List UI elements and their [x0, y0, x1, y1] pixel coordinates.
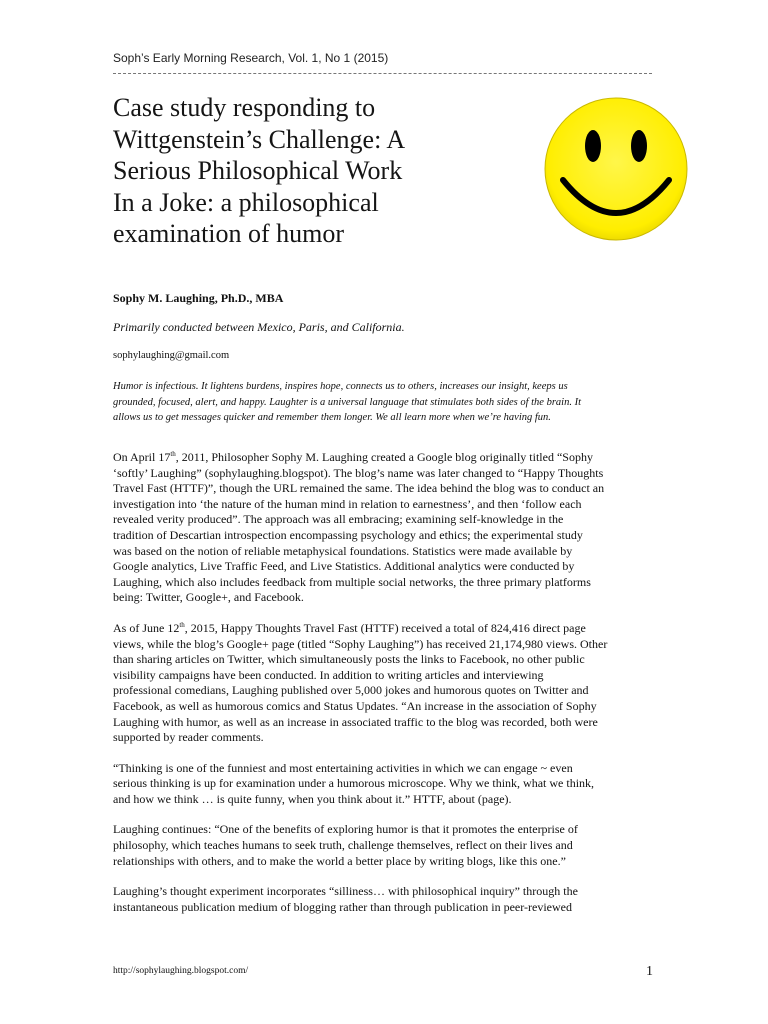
- text-run: On April 17: [113, 450, 171, 464]
- paragraph-line: Laughing, which also includes feedback from multiple social networks, the three primary platforms: [113, 574, 591, 589]
- text-run: As of June 12: [113, 620, 180, 635]
- paragraph-line: and how we think … is quite funny, when you think about it.” HTTF, about (page).: [113, 791, 512, 806]
- text-run: , 2015, Happy Thoughts Travel Fast (HTTF) received a total of 824,416 direct page: [184, 620, 586, 635]
- paragraph-line: visibility campaigns have been conducted. In addition to writing articles and interviewing: [113, 667, 544, 682]
- abstract-line: Humor is infectious. It lightens burdens, inspires hope, connects us to others, increases our insight, keeps us: [113, 381, 568, 392]
- paragraph-line: supported by reader comments.: [113, 730, 264, 745]
- paragraph-1: [113, 450, 663, 606]
- paragraph-line: instantaneous publication medium of blogging rather than through publication in peer-reviewed: [113, 899, 572, 914]
- paragraph-line: Laughing’s thought experiment incorporates “silliness… with philosophical inquiry” through the: [113, 884, 578, 899]
- author-email: sophylaughing@gmail.com: [113, 350, 230, 361]
- paragraph-line: [113, 450, 663, 466]
- paragraph-line: views, while the blog’s Google+ page (titled “Sophy Laughing”) has received 21,174,980 views. Other: [113, 636, 608, 651]
- research-location: Primarily conducted between Mexico, Paris, and California.: [113, 320, 405, 334]
- paragraph-line: revealed verity produced”. The approach was all embracing; examining self-knowledge in the: [113, 512, 564, 527]
- paragraph-line: than sharing articles on Twitter, which simultaneously posts the links to Facebook, no other public: [113, 652, 585, 667]
- paragraph-line: professional comedians, Laughing published over 5,000 jokes and humorous quotes on Twitter and: [113, 683, 589, 698]
- text-run: , 2011, Philosopher Sophy M. Laughing created a Google blog originally titled “Sophy: [175, 450, 593, 464]
- paragraph-line: tradition of Descartian introspection encompassing psychology and ethics; the experimental study: [113, 527, 583, 542]
- title-line: Serious Philosophical Work: [113, 156, 403, 185]
- paragraph-line: Google analytics, Live Traffic Feed, and Live Statistics. Additional analytics were conducted by: [113, 559, 575, 574]
- title-line: examination of humor: [113, 219, 345, 248]
- header-divider: [113, 73, 652, 74]
- paragraph-line: being: Twitter, Google+, and Facebook.: [113, 590, 304, 605]
- paragraph-line: was based on the notion of reliable metaphysical foundations. Statistics were made available by: [113, 543, 573, 558]
- abstract-line: allows us to get messages quicker and remember them longer. We all learn more when we’re having fun.: [113, 412, 551, 423]
- paragraph-3: [113, 761, 663, 808]
- title-line: Case study responding to: [113, 93, 376, 122]
- superscript: th: [170, 450, 176, 458]
- smiley-left-eye: [585, 130, 601, 162]
- paragraph-line: serious thinking is up for examination under a humorous microscope. Why we think, what we think,: [113, 776, 595, 791]
- title-line: In a Joke: a philosophical: [113, 187, 379, 217]
- paragraph-line: Laughing continues: “One of the benefits of exploring humor is that it promotes the enterprise of: [113, 822, 578, 837]
- paragraph-line: Laughing with humor, as well as an increase in associated traffic to the blog was recorded, both were: [113, 714, 598, 729]
- paragraph-line: investigation into ‘the nature of the human mind in relation to earnestness’, and then ‘follow each: [113, 496, 582, 511]
- paragraph-line: philosophy, which teaches humans to seek truth, challenge themselves, reflect on their lives and: [113, 838, 573, 853]
- paragraph-line: Facebook, as well as humorous comics and Status Updates. “An increase in the association of Sophy: [113, 698, 597, 713]
- abstract: [113, 379, 658, 426]
- paragraph-line: “Thinking is one of the funniest and most entertaining activities in which we can engage ~ even: [113, 760, 573, 775]
- paragraph-line: [113, 621, 663, 637]
- journal-header: Soph’s Early Morning Research, Vol. 1, No 1 (2015): [113, 51, 389, 65]
- paragraph-line: ‘softly’ Laughing” (sophylaughing.blogspot). The blog’s name was later changed to “Happy Thoughts: [113, 465, 604, 480]
- body-text: [113, 450, 663, 930]
- smiley-right-eye: [631, 130, 647, 162]
- smiley-face-icon: [543, 96, 689, 242]
- paragraph-5: [113, 884, 663, 915]
- page-number: 1: [646, 964, 653, 979]
- author-name: Sophy M. Laughing, Ph.D., MBA: [113, 291, 284, 305]
- paragraph-4: [113, 822, 663, 869]
- smiley-face: [545, 98, 687, 240]
- paragraph-line: Travel Fast (HTTF)”, though the URL remained the same. The idea behind the blog was to conduct an: [113, 481, 605, 496]
- paragraph-line: relationships with others, and to make the world a better place by writing blogs, like this one.”: [113, 853, 566, 868]
- paper-title: [113, 92, 433, 250]
- superscript: th: [179, 620, 185, 629]
- abstract-line: grounded, focused, alert, and happy. Laughter is a universal language that stimulates both sides of the brain. It: [113, 396, 582, 408]
- title-line: Wittgenstein’s Challenge: A: [113, 124, 406, 154]
- footer-url: http://sophylaughing.blogspot.com/: [113, 966, 249, 976]
- paragraph-2: [113, 621, 663, 746]
